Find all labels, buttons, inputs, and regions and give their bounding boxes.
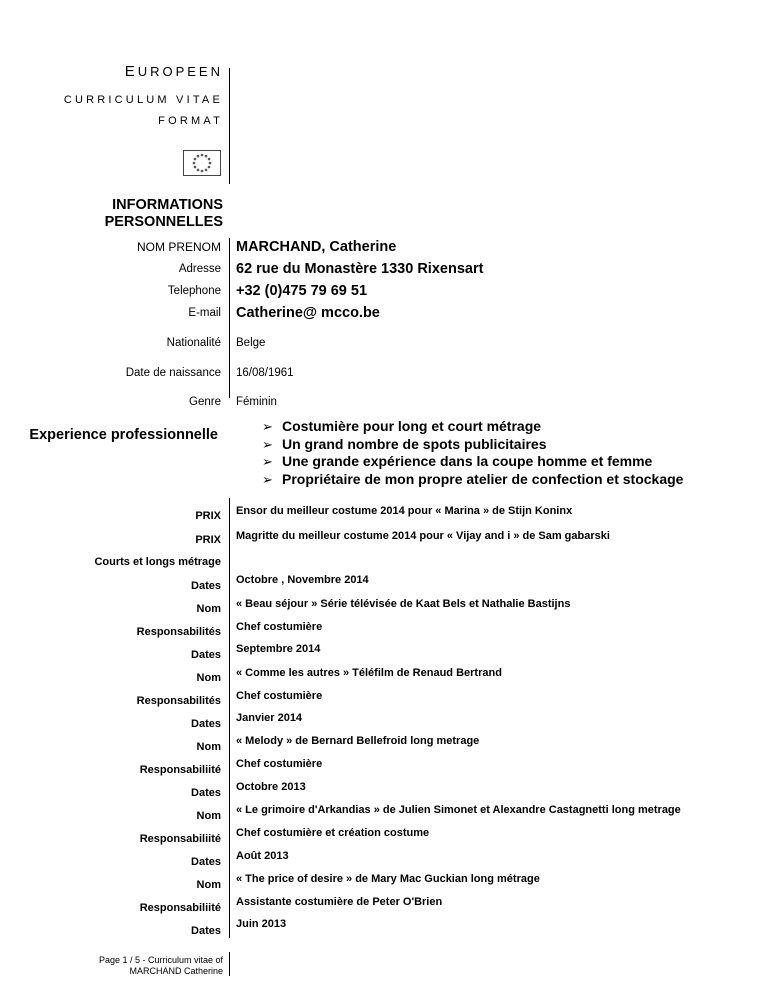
address-label: Adresse xyxy=(178,263,221,275)
dates-label: Dates xyxy=(191,787,221,799)
header-europeen: EUROPEEN xyxy=(124,63,223,80)
nom-label: Nom xyxy=(196,672,221,684)
footer-name: MARCHAND Catherine xyxy=(129,966,223,976)
dates-value: Janvier 2014 xyxy=(236,712,303,724)
email-value: Catherine@ mcco.be xyxy=(236,305,380,321)
birthdate-value: 16/08/1961 xyxy=(236,367,294,379)
arrow-bullet-icon: ➢ xyxy=(262,471,273,487)
experience-bullet: ➢ Costumière pour long et court métrage xyxy=(262,418,542,434)
arrow-bullet-icon: ➢ xyxy=(262,454,273,469)
responsabilite-label: Responsabiliité xyxy=(139,764,221,776)
dates-label: Dates xyxy=(191,580,221,592)
dates-value: Août 2013 xyxy=(236,850,289,862)
nationality-label: Nationalité xyxy=(166,337,221,349)
personal-section-title: INFORMATIONS PERSONNELLES xyxy=(104,197,223,230)
arrow-bullet-icon: ➢ xyxy=(262,419,273,434)
content-rule xyxy=(229,498,230,938)
responsabilites-label: Responsabilités xyxy=(136,626,221,638)
nom-label: Nom xyxy=(196,741,221,753)
dates-label: Dates xyxy=(191,649,221,661)
prix-label: PRIX xyxy=(195,510,221,522)
header-rule xyxy=(229,68,230,184)
experience-bullets xyxy=(262,418,683,488)
nom-value: « Melody » de Bernard Bellefroid long metrage xyxy=(236,735,480,747)
nom-value: « Le grimoire d'Arkandias » de Julien Simonet et Alexandre Castagnetti long metrage xyxy=(236,804,681,816)
films-section-title: Courts et longs métrage xyxy=(94,556,221,568)
dates-value: Octobre , Novembre 2014 xyxy=(236,574,369,586)
nom-value: « Comme les autres » Téléfilm de Renaud Bertrand xyxy=(236,667,502,679)
nom-label: Nom xyxy=(196,603,221,615)
nom-value: « The price of desire » de Mary Mac Guckian long métrage xyxy=(236,873,540,885)
responsabilites-label: Responsabilités xyxy=(136,695,221,707)
gender-value: Féminin xyxy=(236,396,277,408)
responsabilite-value: Chef costumière et création costume xyxy=(236,827,430,839)
address-value: 62 rue du Monastère 1330 Rixensart xyxy=(236,261,484,277)
experience-bullet: ➢ Une grande expérience dans la coupe homme et femme xyxy=(262,453,653,469)
prix-label: PRIX xyxy=(195,534,221,546)
telephone-label: Telephone xyxy=(167,285,221,297)
nom-label: Nom xyxy=(196,879,221,891)
name-label: NOM PRENOM xyxy=(137,240,221,254)
experience-title: Experience professionnelle xyxy=(29,427,218,443)
email-label: E-mail xyxy=(188,307,221,319)
dates-label: Dates xyxy=(191,718,221,730)
footer-page-info: Page 1 / 5 - Curriculum vitae of xyxy=(98,955,223,965)
personal-rule xyxy=(229,238,230,398)
header-format: FORMAT xyxy=(158,115,223,127)
nationality-value: Belge xyxy=(236,337,266,349)
dates-value: Juin 2013 xyxy=(236,918,287,930)
page-footer xyxy=(99,955,223,977)
arrow-bullet-icon: ➢ xyxy=(262,436,273,452)
telephone-value: +32 (0)475 79 69 51 xyxy=(236,283,368,299)
header-curriculum-vitae: CURRICULUM VITAE xyxy=(63,94,223,106)
dates-label: Dates xyxy=(191,925,221,937)
name-value: MARCHAND, Catherine xyxy=(236,239,397,255)
responsabilite-value: Assistante costumière de Peter O'Brien xyxy=(236,896,443,908)
birthdate-label: Date de naissance xyxy=(125,367,221,379)
responsabilite-value: Chef costumière xyxy=(236,758,323,770)
prix-value: Ensor du meilleur costume 2014 pour « Marina » de Stijn Koninx xyxy=(236,505,573,517)
footer-rule xyxy=(229,952,230,976)
responsabilites-value: Chef costumière xyxy=(236,690,323,702)
nom-value: « Beau séjour » Série télévisée de Kaat Bels et Nathalie Bastijns xyxy=(236,598,571,610)
nom-label: Nom xyxy=(196,810,221,822)
eu-flag-icon xyxy=(183,150,221,176)
gender-label: Genre xyxy=(189,396,221,408)
responsabilite-label: Responsabiliité xyxy=(139,902,221,914)
experience-bullet: ➢ Un grand nombre de spots publicitaires xyxy=(262,435,547,452)
responsabilite-label: Responsabiliité xyxy=(139,833,221,845)
dates-label: Dates xyxy=(191,856,221,868)
experience-bullet: ➢ Propriétaire de mon propre atelier de confection et stockage xyxy=(262,470,684,487)
dates-value: Septembre 2014 xyxy=(236,643,321,655)
dates-value: Octobre 2013 xyxy=(236,781,306,793)
responsabilites-value: Chef costumière xyxy=(236,621,323,633)
prix-value: Magritte du meilleur costume 2014 pour « Vijay and i » de Sam gabarski xyxy=(236,530,610,542)
